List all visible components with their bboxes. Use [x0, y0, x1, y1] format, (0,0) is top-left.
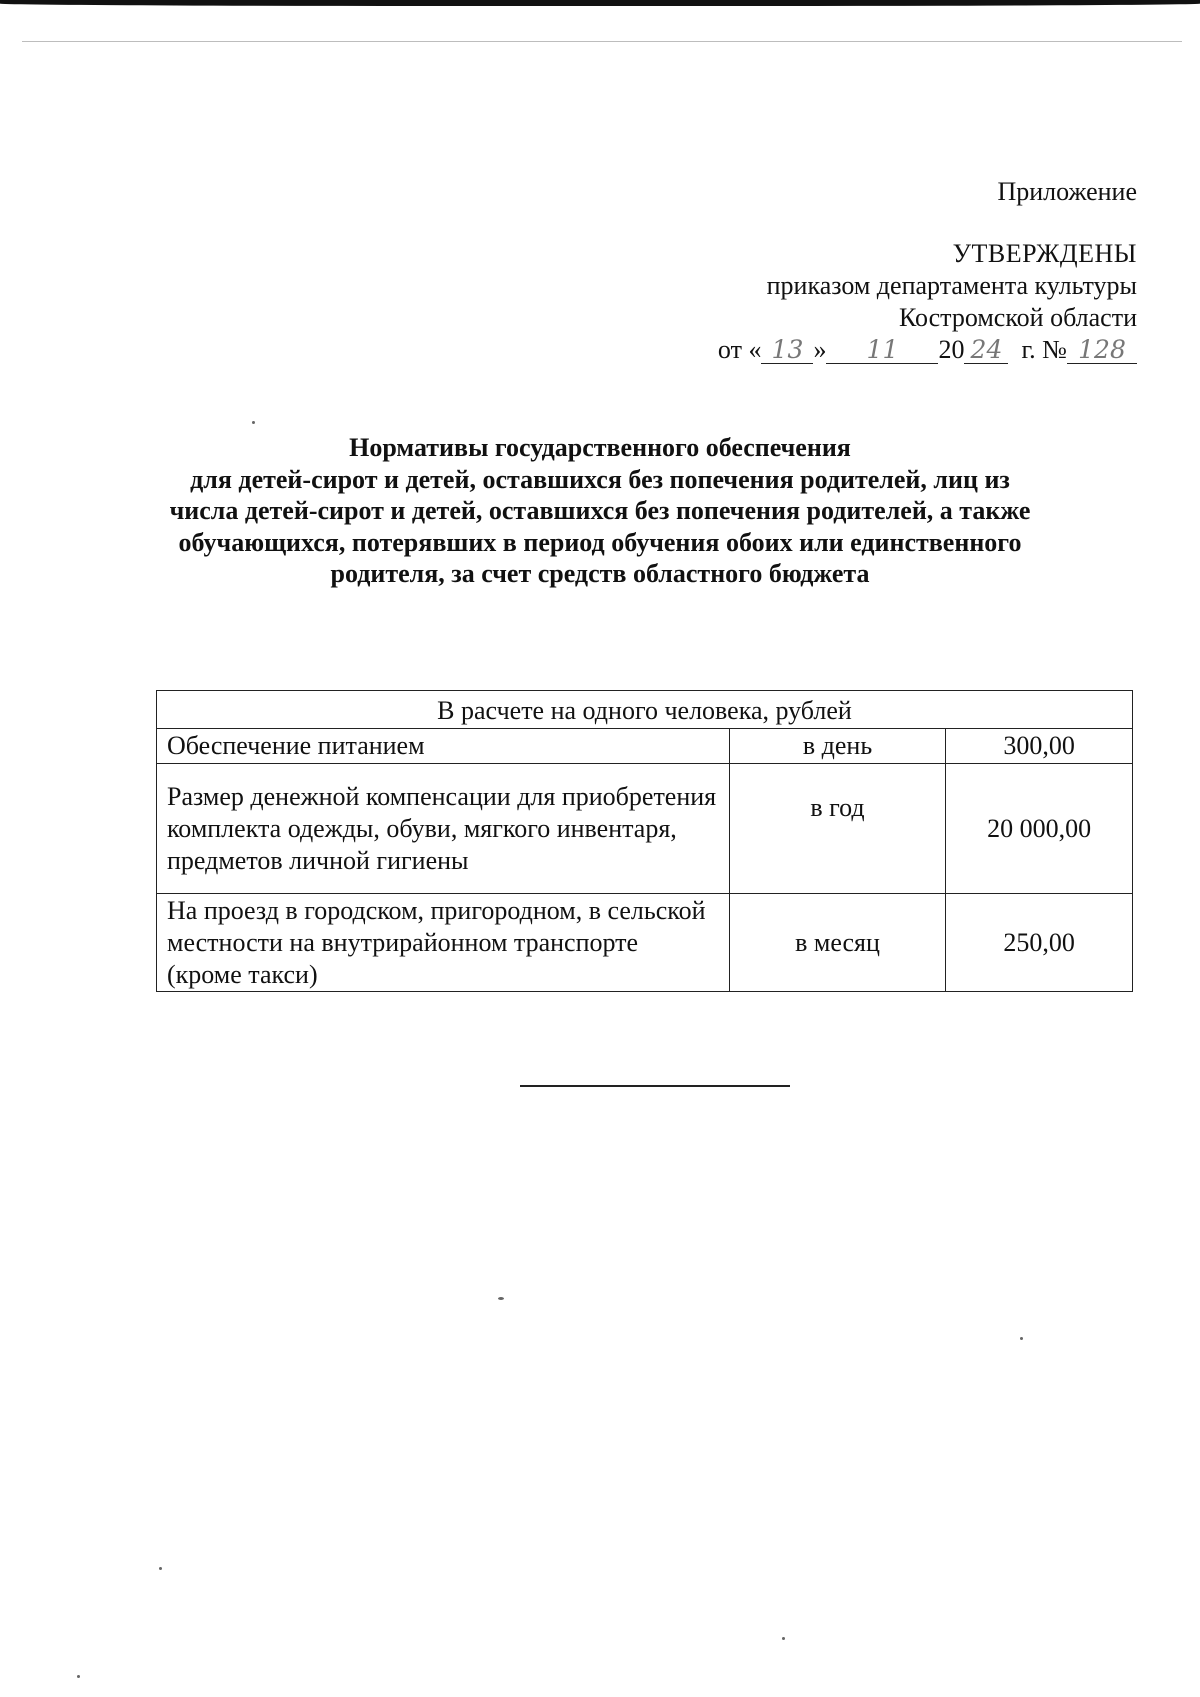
row-value: 300,00 — [946, 729, 1133, 764]
table-header: В расчете на одного человека, рублей — [157, 691, 1133, 729]
table-row — [157, 764, 1133, 894]
row-name: На проезд в городском, пригородном, в сельской местности на внутрирайонном транспорте (кроме такси) — [157, 894, 730, 992]
approval-block — [617, 176, 1137, 334]
scan-edge — [0, 0, 1200, 6]
approved-by-region: Костромской области — [898, 303, 1137, 332]
month-blank — [826, 335, 938, 364]
appendix-label: Приложение — [997, 177, 1137, 206]
year-handwritten: 24 — [970, 335, 1003, 364]
row-period: в месяц — [729, 894, 946, 992]
scan-speck — [498, 1297, 504, 1300]
day-handwritten: 13 — [771, 335, 804, 364]
scan-fold-line — [22, 41, 1182, 42]
approved-by-order: приказом департамента культуры — [766, 271, 1137, 300]
row-name: Обеспечение питанием — [157, 729, 730, 764]
scan-speck — [782, 1637, 785, 1640]
scan-speck — [77, 1675, 80, 1678]
title-line: родителя, за счет средств областного бюджета — [330, 559, 870, 588]
month-handwritten: 11 — [866, 335, 899, 364]
scan-speck — [159, 1567, 162, 1570]
scan-speck — [252, 421, 255, 424]
year-blank — [964, 335, 1008, 364]
row-period: в день — [729, 729, 946, 764]
number-handwritten: 128 — [1078, 335, 1126, 364]
document-title — [150, 432, 1050, 590]
date-prefix: от « — [717, 335, 762, 364]
row-value: 20 000,00 — [946, 764, 1133, 894]
title-line: числа детей-сирот и детей, оставшихся без попечения родителей, а также — [169, 496, 1031, 525]
norms-table — [156, 690, 1133, 992]
number-blank — [1067, 335, 1137, 364]
row-period: в год — [729, 764, 946, 894]
title-line: для детей-сирот и детей, оставшихся без попечения родителей, лиц из — [190, 464, 1010, 494]
table-header-row — [157, 691, 1133, 729]
table-row — [157, 894, 1133, 992]
title-line: Нормативы государственного обеспечения — [349, 433, 851, 462]
number-label: г. № — [1021, 335, 1067, 364]
row-value: 250,00 — [946, 894, 1133, 992]
year-prefix: 20 — [938, 335, 965, 364]
end-separator-line — [520, 1085, 790, 1087]
day-blank — [761, 335, 813, 364]
title-line: обучающихся, потерявших в период обучения обоих или единственного — [178, 527, 1022, 557]
scan-speck — [1020, 1337, 1023, 1340]
date-mid: » — [813, 335, 827, 364]
approved-label: УТВЕРЖДЕНЫ — [952, 239, 1137, 268]
row-name: Размер денежной компенсации для приобретения комплекта одежды, обуви, мягкого инвентаря, предметов личной гигиены — [157, 764, 730, 894]
order-date-number — [718, 335, 1137, 365]
table-row — [157, 729, 1133, 764]
